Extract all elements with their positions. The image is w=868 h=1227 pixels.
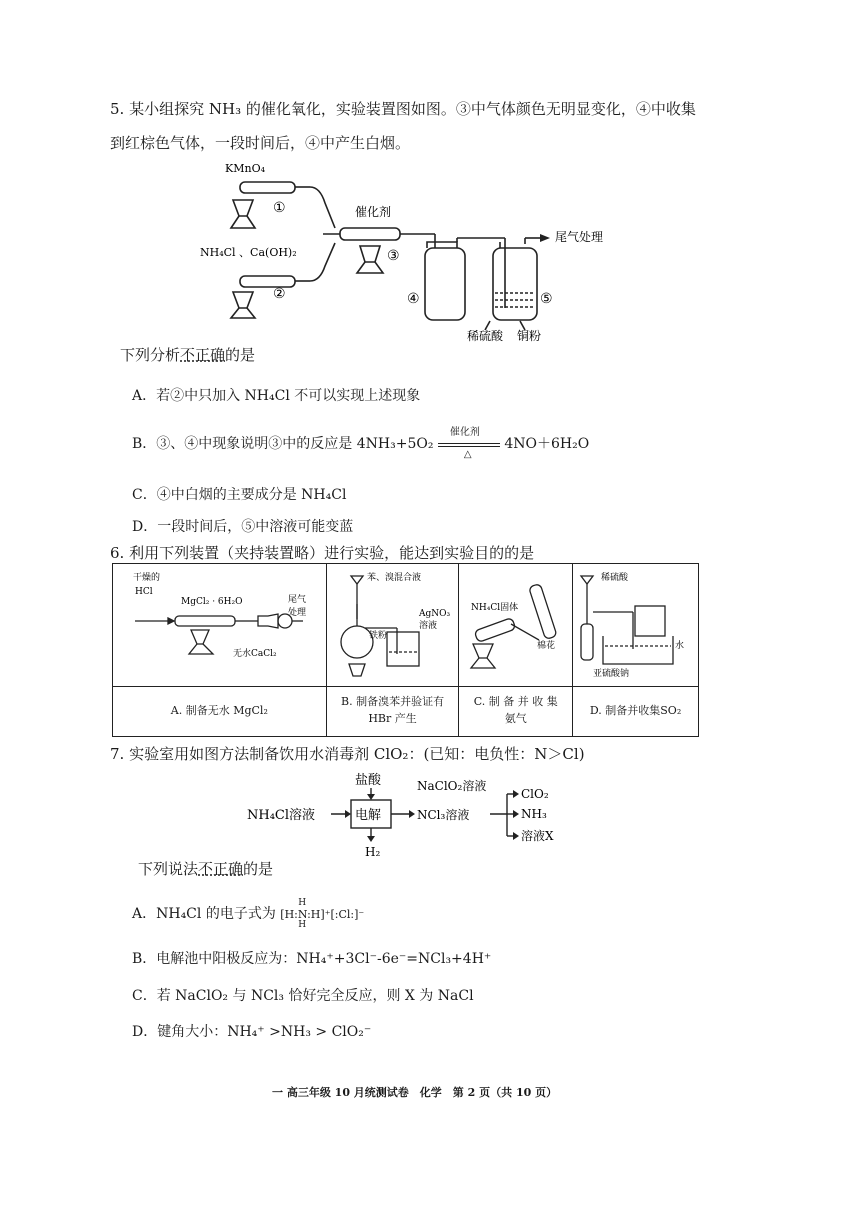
electron-formula [280,898,365,930]
ncl3-label: NCl₃溶液 [417,808,470,822]
a-tail2-label: 处理 [288,608,307,618]
label-4: ④ [407,291,420,307]
q5-question [120,344,255,366]
b-iron-label: 铁粉 [368,631,387,641]
naclo2-label: NaClO₂溶液 [417,779,487,793]
caption-b-line1: B. 制备溴苯并验证有 [341,695,445,708]
caption-a: A. 制备无水 MgCl₂ [170,704,268,717]
q5-question-suffix: 的是 [225,346,256,364]
q6-options-table [112,563,699,737]
q6-cell-c-caption [459,687,573,737]
condition-catalyst: 催化剂 [449,427,480,438]
q5-option-b-text: B．③、④中现象说明③中的反应是 4NH₃+5O₂ [132,436,434,452]
q5-option-c: C．④中白烟的主要成分是 NH₄Cl [132,487,347,503]
q7-question-not: 不正确 [198,860,244,878]
b-agno3-label: AgNO₃ [418,609,450,619]
solution-x-label: 溶液X [521,829,554,843]
catalyst-tube [340,228,400,240]
acid-label: 稀硫酸 [467,329,504,343]
burner-3 [360,246,380,262]
q5-apparatus-diagram [195,158,625,343]
b-solution-label: 溶液 [418,621,437,631]
formula-h-top: H [298,898,307,908]
c-solid-label: NH₄Cl固体 [471,603,519,613]
q5-stem-text1: 某小组探究 NH₃ 的催化氧化，实验装置图如图。③中气体颜色无明显变化，④中收集 [129,100,696,118]
label-3: ③ [387,248,400,264]
q7-question-prefix: 下列说法 [138,860,199,878]
q5-option-b [132,427,590,460]
q6-cell-b-caption [326,687,459,737]
d-water-label: 水 [675,641,685,651]
burner-2 [233,292,253,308]
burner-1 [233,200,253,216]
h2-label: H₂ [365,845,381,859]
q7-stem-text: 实验室用如图方法制备饮用水消毒剂 ClO₂：(已知：电负性：N＞Cl) [129,745,585,763]
caption-c-line2: 氨气 [504,712,527,725]
reagent-label: NH₄Cl 、Ca(OH)₂ [200,246,297,259]
copper-label: 铜粉 [517,329,542,343]
d-sulfite-label: 亚硫酸钠 [593,669,630,679]
caption-b-line2: HBr 产生 [368,712,417,725]
q5-number: 5. [110,100,125,118]
q6-number: 6. [110,544,125,562]
q6-diagram-c [459,564,569,682]
page-footer: 一 高三年级 10 月统测试卷 化学 第 2 页（共 10 页） [272,1086,558,1099]
bottle-4 [425,248,465,320]
d-acid-label: 稀硫酸 [601,573,629,583]
q6-stem-text: 利用下列装置（夹持装置略）进行实验，能达到实验目的的是 [129,544,535,562]
tube-1 [240,182,295,193]
q5-option-a: A．若②中只加入 NH₄Cl 不可以实现上述现象 [132,388,421,404]
q6-cell-d-caption [573,687,699,737]
q5-question-not: 不正确 [180,346,226,364]
condition-heat: △ [463,449,472,460]
caption-d: D. 制备并收集SO₂ [589,704,682,717]
q5-stem-line2: 到红棕色气体，一段时间后，④中产生白烟。 [110,134,411,152]
a-cacl2-label: 无水CaCl₂ [233,649,277,659]
kmno4-label: KMnO₄ [225,162,265,175]
q7-question-suffix: 的是 [243,860,274,878]
q6-diagram-d [573,564,697,682]
q7-number: 7. [110,745,125,763]
q6-diagram-a [113,564,323,682]
label-1: ① [273,200,286,216]
caption-c-line1: C. 制 备 并 收 集 [473,695,558,708]
tail-label: 尾气处理 [555,230,604,244]
q5-stem-line1 [110,98,696,120]
a-mgcl2-label: MgCl₂ · 6H₂O [181,597,243,607]
a-hcl-label: HCl [135,587,153,597]
a-tail1-label: 尾气 [288,595,307,605]
b-mixture-label: 苯、溴混合液 [366,573,421,583]
q6-cell-d-diagram [573,564,699,687]
q5-option-d: D．一段时间后，⑤中溶液可能变蓝 [132,519,354,535]
label-2: ② [273,286,286,302]
a-dry-label: 干燥的 [133,573,161,583]
clo2-label: ClO₂ [521,787,549,801]
q7-option-b: B．电解池中阳极反应为：NH₄⁺+3Cl⁻-6e⁻=NCl₃+4H⁺ [132,951,492,967]
formula-main: [H:N:H]⁺[:Cl:]⁻ [280,908,365,921]
q6-cell-c-diagram [459,564,573,687]
tube-2 [240,276,295,287]
q7-question [138,858,273,880]
q7-flow-diagram [245,770,585,860]
q7-stem [110,743,585,765]
q5-option-b-product: 4NO＋6H₂O [504,436,590,452]
q6-diagram-b [327,564,457,682]
nh3-label: NH₃ [521,807,547,821]
c-cotton-label: 棉花 [537,641,556,651]
electrolysis-label: 电解 [355,808,382,823]
q6-cell-a-diagram [113,564,327,687]
q7-option-d: D．键角大小：NH₄⁺ >NH₃ > ClO₂⁻ [132,1024,372,1040]
label-5: ⑤ [540,291,553,307]
bottle-5 [493,248,537,320]
q6-cell-b-diagram [326,564,459,687]
q7-option-a [132,898,365,930]
catalyst-label: 催化剂 [355,205,392,219]
q7-option-c: C．若 NaClO₂ 与 NCl₃ 恰好完全反应，则 X 为 NaCl [132,988,474,1004]
q6-cell-a-caption [113,687,327,737]
q6-stem [110,542,534,564]
hcl-label: 盐酸 [355,773,382,788]
q5-reaction-condition [438,427,500,460]
nh4cl-label: NH₄Cl溶液 [247,808,316,823]
tail-arrow [540,234,550,242]
formula-h-bottom: H [298,920,307,930]
q7-option-a-text: A．NH₄Cl 的电子式为 [132,906,276,922]
q5-question-prefix: 下列分析 [120,346,181,364]
